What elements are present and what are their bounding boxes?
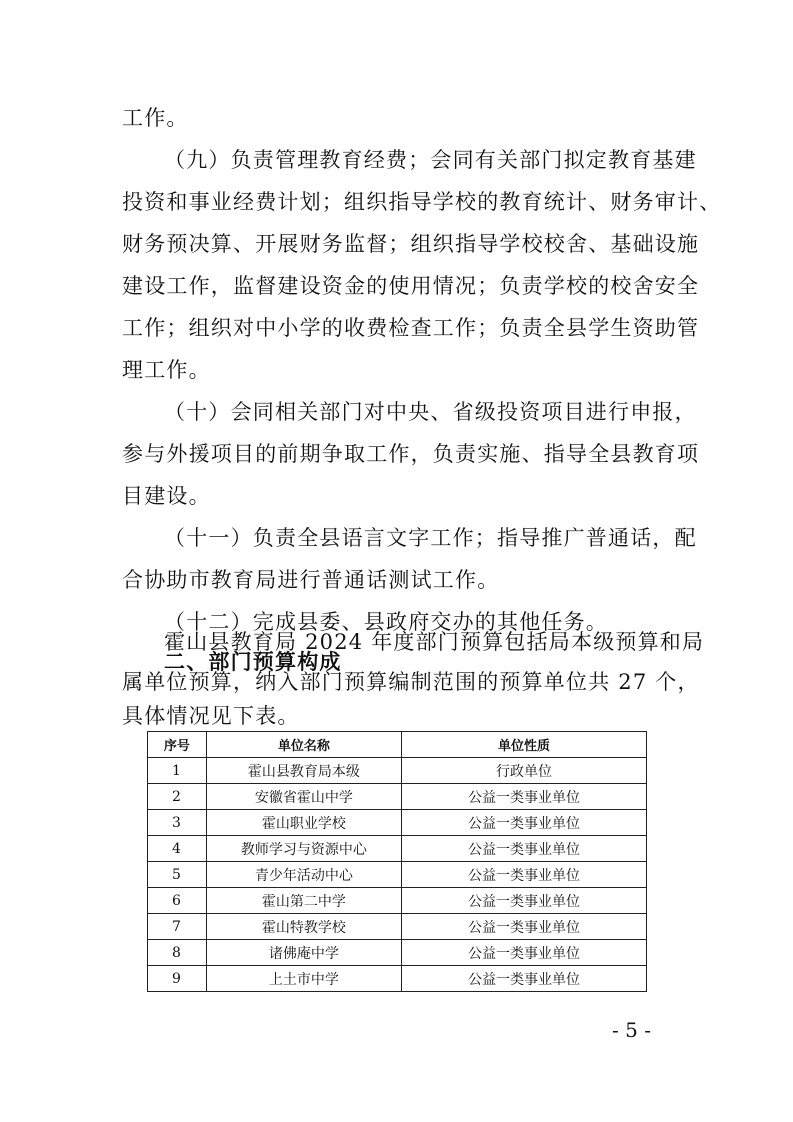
cell-unit-type: 公益一类事业单位 (402, 940, 647, 966)
body-line: 理工作。 (122, 358, 211, 382)
cell-serial: 4 (148, 836, 207, 862)
cell-unit-name: 青少年活动中心 (206, 862, 401, 888)
table-row (148, 862, 647, 888)
cell-serial: 9 (148, 966, 207, 992)
table-row (148, 836, 647, 862)
cell-unit-type: 公益一类事业单位 (402, 888, 647, 914)
cell-unit-type: 公益一类事业单位 (402, 784, 647, 810)
header-unit-name: 单位名称 (206, 732, 401, 758)
table-row (148, 758, 647, 784)
body-line: 财务预决算、开展财务监督；组织指导学校校舍、基础设施 (122, 232, 700, 256)
body-line: 建设工作，监督建设资金的使用情况；负责学校的校舍安全 (122, 274, 700, 298)
cell-unit-name: 霍山县教育局本级 (206, 758, 401, 784)
section-heading: 二、部门预算构成 (164, 650, 342, 674)
body-line: 工作。 (122, 106, 189, 130)
cell-unit-type: 公益一类事业单位 (402, 966, 647, 992)
cell-serial: 7 (148, 914, 207, 940)
intro-line: 霍山县教育局 2024 年度部门预算包括局本级预算和局 (164, 630, 705, 654)
cell-serial: 3 (148, 810, 207, 836)
cell-unit-name: 安徽省霍山中学 (206, 784, 401, 810)
cell-unit-type: 公益一类事业单位 (402, 862, 647, 888)
cell-unit-type: 公益一类事业单位 (402, 810, 647, 836)
intro-line: 具体情况见下表。 (122, 704, 300, 728)
body-line: 投资和事业经费计划；组织指导学校的教育统计、财务审计、 (122, 190, 722, 214)
cell-serial: 6 (148, 888, 207, 914)
table-row (148, 810, 647, 836)
body-line: （九）负责管理教育经费；会同有关部门拟定教育基建 (164, 148, 697, 172)
header-serial: 序号 (148, 732, 207, 758)
page-number: - 5 - (612, 1018, 651, 1042)
table-row (148, 784, 647, 810)
table-row (148, 940, 647, 966)
body-line: 工作；组织对中小学的收费检查工作；负责全县学生资助管 (122, 316, 700, 340)
body-line: 参与外援项目的前期争取工作，负责实施、指导全县教育项 (122, 442, 700, 466)
cell-serial: 2 (148, 784, 207, 810)
intro-line: 属单位预算，纳入部门预算编制范围的预算单位共 27 个， (122, 670, 700, 694)
cell-serial: 5 (148, 862, 207, 888)
table-header-row (148, 732, 647, 758)
cell-unit-type: 公益一类事业单位 (402, 914, 647, 940)
cell-serial: 8 (148, 940, 207, 966)
budget-units-table (147, 731, 647, 992)
body-line: （十二）完成县委、县政府交办的其他任务。 (164, 610, 608, 634)
cell-unit-name: 霍山特教学校 (206, 914, 401, 940)
table-row (148, 888, 647, 914)
body-line: （十）会同相关部门对中央、省级投资项目进行申报， (164, 400, 697, 424)
cell-unit-type: 公益一类事业单位 (402, 836, 647, 862)
header-unit-type: 单位性质 (402, 732, 647, 758)
cell-unit-name: 霍山职业学校 (206, 810, 401, 836)
body-line: 目建设。 (122, 484, 211, 508)
cell-serial: 1 (148, 758, 207, 784)
cell-unit-type: 行政单位 (402, 758, 647, 784)
body-line: 合协助市教育局进行普通话测试工作。 (122, 568, 500, 592)
cell-unit-name: 诸佛庵中学 (206, 940, 401, 966)
body-line: （十一）负责全县语言文字工作；指导推广普通话，配 (164, 526, 697, 550)
table-row (148, 966, 647, 992)
cell-unit-name: 教师学习与资源中心 (206, 836, 401, 862)
cell-unit-name: 霍山第二中学 (206, 888, 401, 914)
table-row (148, 914, 647, 940)
cell-unit-name: 上土市中学 (206, 966, 401, 992)
